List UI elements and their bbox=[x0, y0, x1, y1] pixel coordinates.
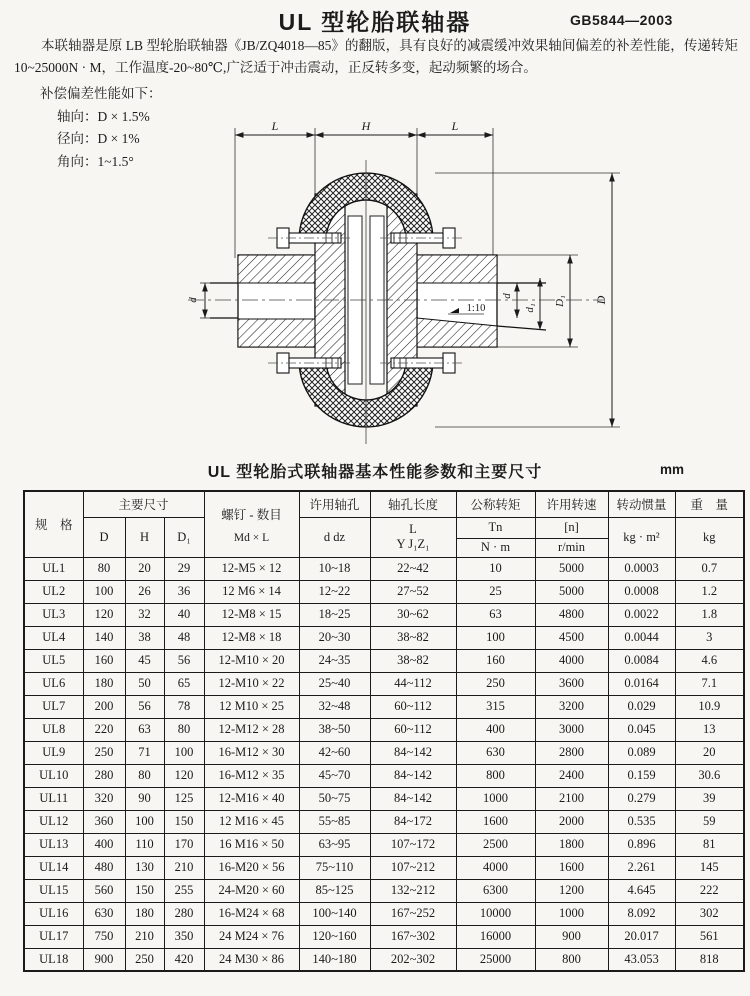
table-row bbox=[24, 925, 744, 948]
table-cell: 12-M12 × 28 bbox=[204, 718, 299, 741]
table-cell: 132~212 bbox=[370, 879, 456, 902]
table-cell: 480 bbox=[83, 856, 125, 879]
table-cell: 16-M12 × 30 bbox=[204, 741, 299, 764]
table-cell: 400 bbox=[456, 718, 535, 741]
table-cell: 20 bbox=[125, 557, 164, 580]
table-cell: 280 bbox=[164, 902, 204, 925]
table-cell: 10.9 bbox=[675, 695, 744, 718]
unit-label: mm bbox=[660, 462, 685, 477]
table-cell: 250 bbox=[125, 948, 164, 971]
table-cell: 38~50 bbox=[299, 718, 370, 741]
table-cell: 160 bbox=[83, 649, 125, 672]
table-cell: 255 bbox=[164, 879, 204, 902]
dim-label-bore-right: d bbox=[501, 293, 513, 299]
table-cell: 0.0008 bbox=[608, 580, 675, 603]
table-cell: 16 M16 × 50 bbox=[204, 833, 299, 856]
table-cell: 0.896 bbox=[608, 833, 675, 856]
table-cell: UL17 bbox=[24, 925, 83, 948]
table-cell: 120 bbox=[83, 603, 125, 626]
table-cell: 0.7 bbox=[675, 557, 744, 580]
table-cell: 1.8 bbox=[675, 603, 744, 626]
table-cell: 630 bbox=[83, 902, 125, 925]
table-cell: 130 bbox=[125, 856, 164, 879]
table-cell: 250 bbox=[456, 672, 535, 695]
table-cell: 16-M20 × 56 bbox=[204, 856, 299, 879]
offset-performance-list bbox=[40, 83, 162, 173]
table-cell: 4000 bbox=[456, 856, 535, 879]
col-header-D: D bbox=[83, 517, 125, 557]
table-row bbox=[24, 879, 744, 902]
table-cell: 27~52 bbox=[370, 580, 456, 603]
table-cell: 12 M10 × 25 bbox=[204, 695, 299, 718]
table-cell: 100 bbox=[83, 580, 125, 603]
table-cell: 3 bbox=[675, 626, 744, 649]
table-cell: UL15 bbox=[24, 879, 83, 902]
spec-table bbox=[23, 490, 745, 972]
table-cell: 12-M8 × 15 bbox=[204, 603, 299, 626]
table-cell: 36 bbox=[164, 580, 204, 603]
table-cell: 1600 bbox=[535, 856, 608, 879]
table-cell: UL1 bbox=[24, 557, 83, 580]
table-cell: 63~95 bbox=[299, 833, 370, 856]
table-cell: 167~252 bbox=[370, 902, 456, 925]
table-cell: 12 M16 × 45 bbox=[204, 810, 299, 833]
table-cell: 24 M24 × 76 bbox=[204, 925, 299, 948]
table-cell: 78 bbox=[164, 695, 204, 718]
table-cell: 12 M6 × 14 bbox=[204, 580, 299, 603]
table-cell: 180 bbox=[125, 902, 164, 925]
table-cell: 400 bbox=[83, 833, 125, 856]
table-cell: 0.535 bbox=[608, 810, 675, 833]
table-cell: 80 bbox=[164, 718, 204, 741]
table-cell: 25~40 bbox=[299, 672, 370, 695]
col-subheader-bore: d dz bbox=[299, 517, 370, 557]
table-cell: 0.0003 bbox=[608, 557, 675, 580]
table-cell: 12-M8 × 18 bbox=[204, 626, 299, 649]
table-cell: 38~82 bbox=[370, 626, 456, 649]
table-cell: 150 bbox=[125, 879, 164, 902]
table-cell: 0.0044 bbox=[608, 626, 675, 649]
table-cell: 6300 bbox=[456, 879, 535, 902]
table-cell: 84~142 bbox=[370, 741, 456, 764]
table-cell: 100 bbox=[125, 810, 164, 833]
table-cell: 45 bbox=[125, 649, 164, 672]
table-cell: 100~140 bbox=[299, 902, 370, 925]
table-cell: 0.0084 bbox=[608, 649, 675, 672]
table-cell: 100 bbox=[456, 626, 535, 649]
col-subheader-inertia-unit: kg · m² bbox=[608, 517, 675, 557]
table-cell: 0.0164 bbox=[608, 672, 675, 695]
table-row bbox=[24, 764, 744, 787]
offsets-heading: 补偿偏差性能如下： bbox=[40, 86, 162, 101]
table-cell: 12-M10 × 22 bbox=[204, 672, 299, 695]
table-cell: UL5 bbox=[24, 649, 83, 672]
table-cell: 0.0022 bbox=[608, 603, 675, 626]
table-cell: 12-M5 × 12 bbox=[204, 557, 299, 580]
table-row bbox=[24, 948, 744, 971]
table-cell: 630 bbox=[456, 741, 535, 764]
col-header-spec: 规 格 bbox=[24, 491, 83, 557]
col-subheader-speed-unit: r/min bbox=[535, 538, 608, 557]
table-cell: 1200 bbox=[535, 879, 608, 902]
table-cell: 202~302 bbox=[370, 948, 456, 971]
col-subheader-weight-unit: kg bbox=[675, 517, 744, 557]
table-cell: 84~142 bbox=[370, 787, 456, 810]
col-header-weight: 重 量 bbox=[675, 491, 744, 517]
table-cell: 29 bbox=[164, 557, 204, 580]
table-cell: 30.6 bbox=[675, 764, 744, 787]
col-header-bore: 许用轴孔 bbox=[299, 491, 370, 517]
table-cell: 1600 bbox=[456, 810, 535, 833]
table-cell: 2000 bbox=[535, 810, 608, 833]
table-cell: 140~180 bbox=[299, 948, 370, 971]
table-cell: 20~30 bbox=[299, 626, 370, 649]
table-cell: 0.279 bbox=[608, 787, 675, 810]
table-cell: 1800 bbox=[535, 833, 608, 856]
table-cell: 560 bbox=[83, 879, 125, 902]
table-cell: 40 bbox=[164, 603, 204, 626]
table-cell: 56 bbox=[164, 649, 204, 672]
table-cell: 2800 bbox=[535, 741, 608, 764]
table-cell: 26 bbox=[125, 580, 164, 603]
table-cell: 350 bbox=[164, 925, 204, 948]
table-cell: UL3 bbox=[24, 603, 83, 626]
table-cell: 4000 bbox=[535, 649, 608, 672]
table-cell: 1000 bbox=[535, 902, 608, 925]
table-cell: 200 bbox=[83, 695, 125, 718]
table-cell: 107~212 bbox=[370, 856, 456, 879]
table-body bbox=[24, 557, 744, 971]
table-cell: 38~82 bbox=[370, 649, 456, 672]
table-cell: UL14 bbox=[24, 856, 83, 879]
table-cell: 107~172 bbox=[370, 833, 456, 856]
table-cell: 222 bbox=[675, 879, 744, 902]
table-cell: 59 bbox=[675, 810, 744, 833]
table-row bbox=[24, 810, 744, 833]
table-cell: 2.261 bbox=[608, 856, 675, 879]
table-cell: 80 bbox=[83, 557, 125, 580]
table-cell: 90 bbox=[125, 787, 164, 810]
table-cell: 10000 bbox=[456, 902, 535, 925]
table-cell: 800 bbox=[535, 948, 608, 971]
table-cell: 3600 bbox=[535, 672, 608, 695]
table-cell: 145 bbox=[675, 856, 744, 879]
table-cell: 0.089 bbox=[608, 741, 675, 764]
table-row bbox=[24, 626, 744, 649]
table-cell: 4800 bbox=[535, 603, 608, 626]
col-header-speed: 许用转速 bbox=[535, 491, 608, 517]
page-title: UL 型轮胎联轴器 bbox=[278, 9, 472, 35]
table-cell: 75~110 bbox=[299, 856, 370, 879]
technical-drawing bbox=[180, 112, 650, 462]
table-cell: 30~62 bbox=[370, 603, 456, 626]
table-cell: 1.2 bbox=[675, 580, 744, 603]
table-cell: 63 bbox=[456, 603, 535, 626]
table-row bbox=[24, 787, 744, 810]
table-cell: UL8 bbox=[24, 718, 83, 741]
table-cell: 360 bbox=[83, 810, 125, 833]
col-header-bolts: 螺钉 - 数目 Md × L bbox=[204, 491, 299, 557]
table-cell: 18~25 bbox=[299, 603, 370, 626]
offset-item-axial: 轴向：D × 1.5% bbox=[57, 108, 150, 124]
table-cell: UL9 bbox=[24, 741, 83, 764]
table-row bbox=[24, 741, 744, 764]
table-cell: 0.045 bbox=[608, 718, 675, 741]
table-cell: 420 bbox=[164, 948, 204, 971]
table-cell: 45~70 bbox=[299, 764, 370, 787]
table-cell: 120 bbox=[164, 764, 204, 787]
table-cell: 2500 bbox=[456, 833, 535, 856]
table-cell: 12~22 bbox=[299, 580, 370, 603]
table-cell: 43.053 bbox=[608, 948, 675, 971]
col-subheader-speed-symbol: [n] bbox=[535, 517, 608, 538]
table-cell: 140 bbox=[83, 626, 125, 649]
dim-label-hub-diameter: D₁ bbox=[554, 295, 566, 307]
table-cell: 10~18 bbox=[299, 557, 370, 580]
dim-label-right-length: L bbox=[451, 119, 459, 133]
table-cell: 561 bbox=[675, 925, 744, 948]
table-cell: 2400 bbox=[535, 764, 608, 787]
table-cell: 55~85 bbox=[299, 810, 370, 833]
offset-item-angular: 角向：1~1.5° bbox=[57, 153, 134, 169]
col-header-D1: D₁ bbox=[164, 517, 204, 557]
table-cell: 120~160 bbox=[299, 925, 370, 948]
table-cell: 125 bbox=[164, 787, 204, 810]
table-cell: 12-M16 × 40 bbox=[204, 787, 299, 810]
table-cell: 60~112 bbox=[370, 695, 456, 718]
table-cell: 5000 bbox=[535, 580, 608, 603]
col-header-inertia: 转动惯量 bbox=[608, 491, 675, 517]
table-row bbox=[24, 695, 744, 718]
table-cell: UL7 bbox=[24, 695, 83, 718]
table-cell: 16-M12 × 35 bbox=[204, 764, 299, 787]
table-cell: 81 bbox=[675, 833, 744, 856]
table-cell: 32 bbox=[125, 603, 164, 626]
table-cell: 56 bbox=[125, 695, 164, 718]
table-row bbox=[24, 580, 744, 603]
dim-label-bore-left: d bbox=[187, 297, 199, 303]
table-cell: 24~35 bbox=[299, 649, 370, 672]
table-cell: 100 bbox=[164, 741, 204, 764]
table-cell: 85~125 bbox=[299, 879, 370, 902]
table-cell: UL4 bbox=[24, 626, 83, 649]
dim-label-bore-taper: d₁ bbox=[524, 303, 536, 313]
table-cell: UL16 bbox=[24, 902, 83, 925]
table-cell: 170 bbox=[164, 833, 204, 856]
table-row bbox=[24, 603, 744, 626]
table-cell: UL2 bbox=[24, 580, 83, 603]
table-cell: 22~42 bbox=[370, 557, 456, 580]
table-cell: UL12 bbox=[24, 810, 83, 833]
table-row bbox=[24, 672, 744, 695]
table-cell: 818 bbox=[675, 948, 744, 971]
table-cell: 24-M20 × 60 bbox=[204, 879, 299, 902]
table-cell: 42~60 bbox=[299, 741, 370, 764]
dim-label-outer-diameter: D bbox=[594, 295, 608, 305]
table-cell: 63 bbox=[125, 718, 164, 741]
table-cell: 84~172 bbox=[370, 810, 456, 833]
table-cell: 2100 bbox=[535, 787, 608, 810]
table-cell: 150 bbox=[164, 810, 204, 833]
table-cell: 1000 bbox=[456, 787, 535, 810]
table-cell: 160 bbox=[456, 649, 535, 672]
table-cell: 71 bbox=[125, 741, 164, 764]
table-cell: 48 bbox=[164, 626, 204, 649]
table-cell: 4500 bbox=[535, 626, 608, 649]
table-cell: 20 bbox=[675, 741, 744, 764]
table-cell: 39 bbox=[675, 787, 744, 810]
table-cell: 220 bbox=[83, 718, 125, 741]
table-cell: 38 bbox=[125, 626, 164, 649]
table-row bbox=[24, 649, 744, 672]
col-header-H: H bbox=[125, 517, 164, 557]
offset-item-radial: 径向：D × 1% bbox=[57, 131, 140, 146]
table-cell: 320 bbox=[83, 787, 125, 810]
table-cell: 16000 bbox=[456, 925, 535, 948]
table-cell: 167~302 bbox=[370, 925, 456, 948]
table-cell: 315 bbox=[456, 695, 535, 718]
table-cell: 900 bbox=[535, 925, 608, 948]
table-cell: 5000 bbox=[535, 557, 608, 580]
table-cell: 10 bbox=[456, 557, 535, 580]
table-cell: 25 bbox=[456, 580, 535, 603]
table-cell: UL11 bbox=[24, 787, 83, 810]
table-cell: 900 bbox=[83, 948, 125, 971]
taper-label: 1:10 bbox=[466, 303, 486, 314]
table-cell: 16-M24 × 68 bbox=[204, 902, 299, 925]
col-header-bore-length: 轴孔长度 bbox=[370, 491, 456, 517]
table-cell: 3000 bbox=[535, 718, 608, 741]
table-cell: 12-M10 × 20 bbox=[204, 649, 299, 672]
col-header-main-dims: 主要尺寸 bbox=[83, 491, 204, 517]
standard-number: GB5844—2003 bbox=[570, 12, 673, 28]
table-cell: 24 M30 × 86 bbox=[204, 948, 299, 971]
table-cell: UL18 bbox=[24, 948, 83, 971]
table-cell: 210 bbox=[164, 856, 204, 879]
table-cell: 0.159 bbox=[608, 764, 675, 787]
table-cell: 25000 bbox=[456, 948, 535, 971]
table-cell: 4.645 bbox=[608, 879, 675, 902]
table-cell: 110 bbox=[125, 833, 164, 856]
table-cell: 250 bbox=[83, 741, 125, 764]
table-cell: 20.017 bbox=[608, 925, 675, 948]
intro-paragraph: 本联轴器是原 LB 型轮胎联轴器《JB/ZQ4018—85》的翻版，具有良好的减震缓冲效果轴间偏差的补差性能，传递转矩 10~25000N · M，工作温度-20~80℃,广泛适于冲击震动，正反转多变，起动频繁的场合。 bbox=[14, 38, 738, 75]
table-cell: UL6 bbox=[24, 672, 83, 695]
table-cell: 44~112 bbox=[370, 672, 456, 695]
table-cell: 750 bbox=[83, 925, 125, 948]
table-cell: 3200 bbox=[535, 695, 608, 718]
table-row bbox=[24, 833, 744, 856]
coupling-cross-section-drawing bbox=[180, 112, 650, 462]
table-row bbox=[24, 856, 744, 879]
table-row bbox=[24, 902, 744, 925]
dim-label-left-length: L bbox=[271, 119, 279, 133]
table-cell: 50 bbox=[125, 672, 164, 695]
col-subheader-torque-symbol: Tn bbox=[456, 517, 535, 538]
table-cell: UL10 bbox=[24, 764, 83, 787]
table-cell: 50~75 bbox=[299, 787, 370, 810]
table-cell: 8.092 bbox=[608, 902, 675, 925]
table-cell: 210 bbox=[125, 925, 164, 948]
table-cell: 280 bbox=[83, 764, 125, 787]
table-cell: UL13 bbox=[24, 833, 83, 856]
table-cell: 0.029 bbox=[608, 695, 675, 718]
table-cell: 7.1 bbox=[675, 672, 744, 695]
table-cell: 65 bbox=[164, 672, 204, 695]
table-cell: 180 bbox=[83, 672, 125, 695]
table-cell: 800 bbox=[456, 764, 535, 787]
table-row bbox=[24, 718, 744, 741]
table-cell: 80 bbox=[125, 764, 164, 787]
col-subheader-torque-unit: N · m bbox=[456, 538, 535, 557]
table-title: UL 型轮胎式联轴器基本性能参数和主要尺寸 bbox=[207, 464, 543, 481]
table-cell: 32~48 bbox=[299, 695, 370, 718]
table-cell: 4.6 bbox=[675, 649, 744, 672]
table-row bbox=[24, 557, 744, 580]
table-cell: 60~112 bbox=[370, 718, 456, 741]
dim-label-mid-length: H bbox=[361, 119, 371, 133]
table-cell: 13 bbox=[675, 718, 744, 741]
col-header-torque: 公称转矩 bbox=[456, 491, 535, 517]
col-subheader-bore-length: L Y J₁Z₁ bbox=[370, 517, 456, 557]
table-cell: 84~142 bbox=[370, 764, 456, 787]
table-cell: 302 bbox=[675, 902, 744, 925]
